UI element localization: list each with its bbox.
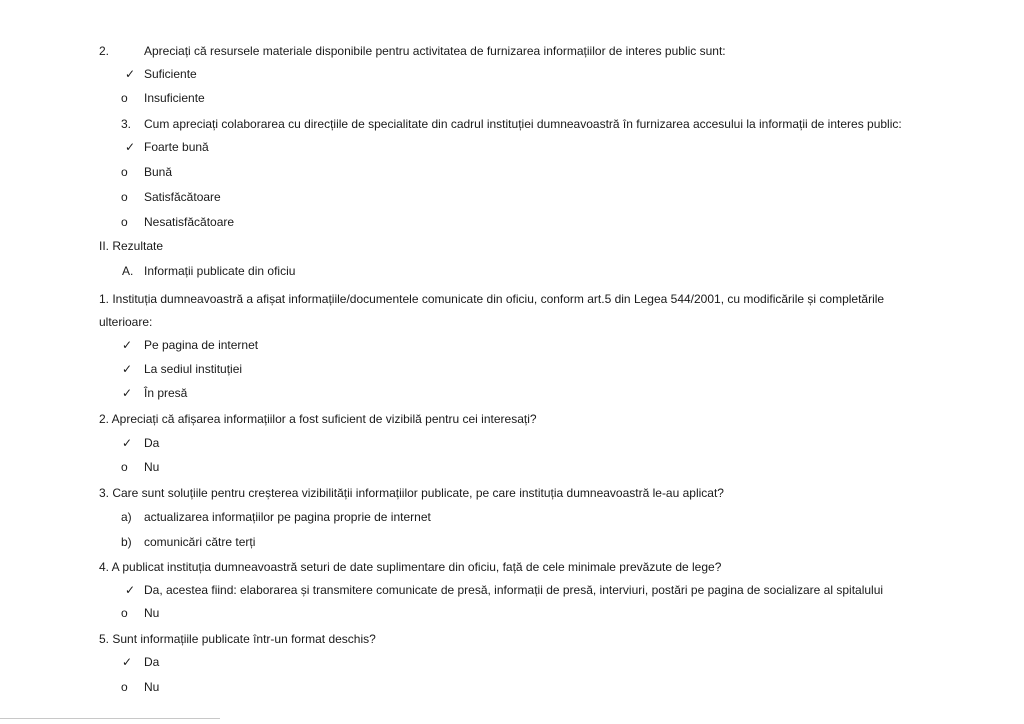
subsection-letter: A.	[122, 264, 134, 278]
option-label: Nu	[144, 606, 160, 620]
list-letter: b)	[121, 535, 132, 549]
question-text: 2. Apreciați că afișarea informațiilor a fost suficient de vizibilă pentru cei interesați?	[99, 412, 537, 426]
option-label: În presă	[144, 386, 188, 400]
circle-bullet-icon: o	[121, 680, 128, 694]
circle-bullet-icon: o	[121, 165, 128, 179]
checkmark-icon: ✓	[122, 386, 133, 400]
option-label: Bună	[144, 165, 173, 179]
checkmark-icon: ✓	[122, 338, 133, 352]
circle-bullet-icon: o	[121, 460, 128, 474]
question-text: Apreciați că resursele materiale disponibile pentru activitatea de furnizarea informațiilor de interes public sunt:	[144, 44, 726, 58]
option-label: Da	[144, 436, 160, 450]
option-label: Nu	[144, 680, 160, 694]
question-text: 3. Care sunt soluțiile pentru creșterea vizibilității informațiilor publicate, pe care instituția dumneavoastră le-au aplicat?	[99, 486, 724, 500]
option-label: La sediul instituției	[144, 362, 243, 376]
circle-bullet-icon: o	[121, 190, 128, 204]
section-heading: II. Rezultate	[99, 239, 164, 253]
question-text: Cum apreciați colaborarea cu direcțiile de specialitate din cadrul instituției dumneavoastră în furnizarea accesului la informații de interes public:	[144, 117, 902, 131]
checkmark-icon: ✓	[122, 436, 133, 450]
list-item: comunicări către terți	[144, 535, 256, 549]
option-label: Nesatisfăcătoare	[144, 215, 235, 229]
question-text: 1. Instituția dumneavoastră a afișat informațiile/documentele comunicate din oficiu, conform art.5 din Legea 544/2001, cu modificările și completările	[99, 292, 885, 306]
option-label: Pe pagina de internet	[144, 338, 259, 352]
circle-bullet-icon: o	[121, 606, 128, 620]
checkmark-icon: ✓	[125, 583, 136, 597]
checkmark-icon: ✓	[125, 140, 136, 154]
page-edge-line	[0, 718, 220, 719]
circle-bullet-icon: o	[121, 91, 128, 105]
list-item: actualizarea informațiilor pe pagina proprie de internet	[144, 510, 431, 524]
question-number: 3.	[121, 117, 132, 131]
option-label: Nu	[144, 460, 160, 474]
question-text: 4. A publicat instituția dumneavoastră seturi de date suplimentare din oficiu, față de cele minimale prevăzute de lege?	[99, 560, 722, 574]
circle-bullet-icon: o	[121, 215, 128, 229]
checkmark-icon: ✓	[122, 362, 133, 376]
checkmark-icon: ✓	[122, 655, 133, 669]
option-label: Suficiente	[144, 67, 197, 81]
option-label: Insuficiente	[144, 91, 205, 105]
option-label: Foarte bună	[144, 140, 209, 154]
option-label: Da, acestea fiind: elaborarea și transmitere comunicate de presă, informații de presă, interviuri, postări pe pagina de socializare al spitalului	[144, 583, 884, 597]
subsection-heading: Informații publicate din oficiu	[144, 264, 296, 278]
list-letter: a)	[121, 510, 132, 524]
checkmark-icon: ✓	[125, 67, 136, 81]
option-label: Satisfăcătoare	[144, 190, 221, 204]
question-text-continued: ulterioare:	[99, 315, 153, 329]
option-label: Da	[144, 655, 160, 669]
question-number: 2.	[99, 44, 110, 58]
question-text: 5. Sunt informațiile publicate într-un format deschis?	[99, 632, 376, 646]
